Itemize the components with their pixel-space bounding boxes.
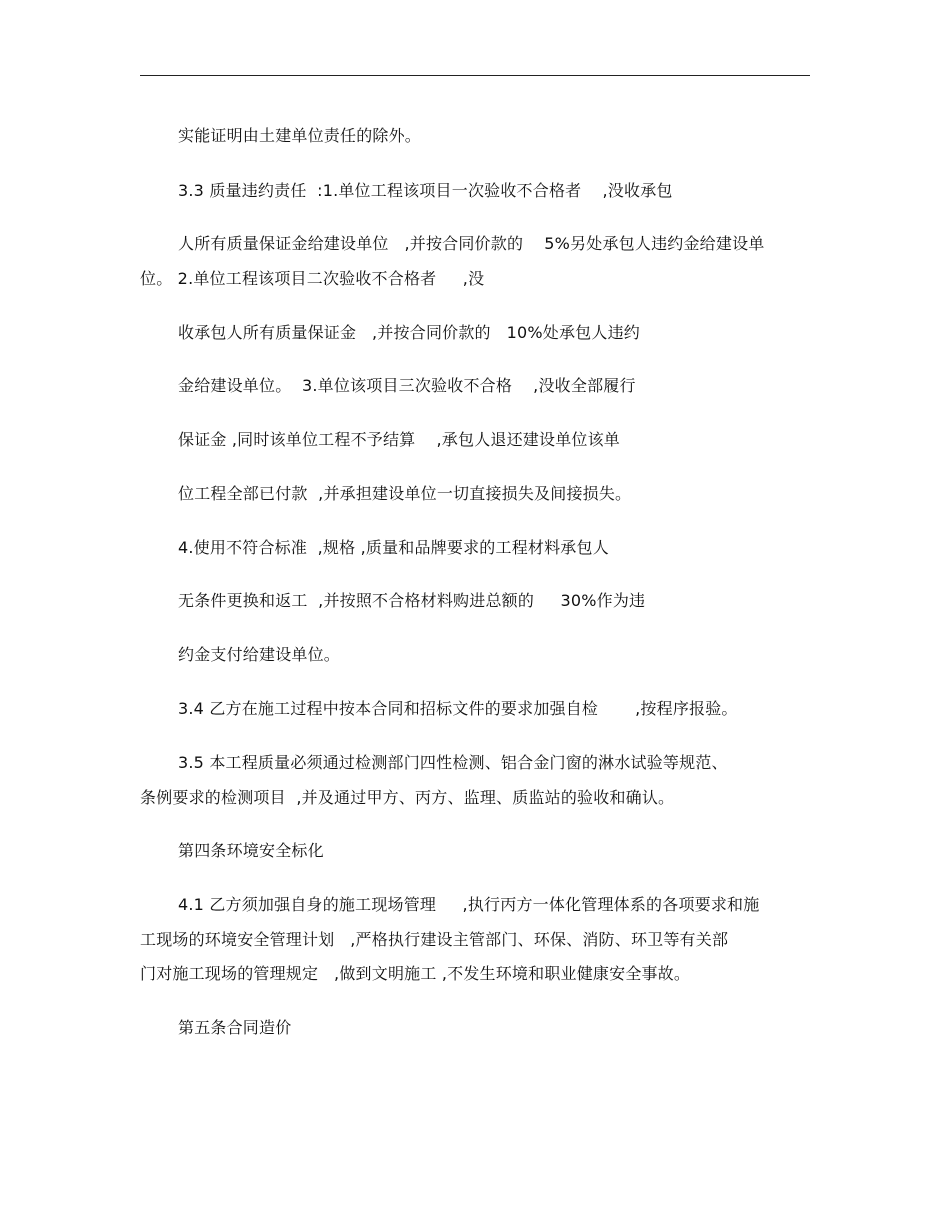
text-line: 工现场的环境安全管理计划 ,严格执行建设主管部门、环保、消防、环卫等有关部 [140, 930, 729, 949]
section-heading: 第五条合同造价 [178, 1018, 292, 1037]
text-line: 门对施工现场的管理规定 ,做到文明施工 ,不发生环境和职业健康安全事故。 [140, 964, 691, 983]
text-line: 条例要求的检测项目 ,并及通过甲方、丙方、监理、质监站的验收和确认。 [140, 788, 675, 807]
text-line: 人所有质量保证金给建设单位 ,并按合同价款的 5%另处承包人违约金给建设单 [178, 234, 765, 253]
header-rule [140, 75, 810, 76]
text-line: 3.5 本工程质量必须通过检测部门四性检测、铝合金门窗的淋水试验等规范、 [178, 753, 728, 772]
text-line: 3.4 乙方在施工过程中按本合同和招标文件的要求加强自检 ,按程序报验。 [178, 699, 738, 718]
text-line: 实能证明由土建单位责任的除外。 [178, 126, 422, 145]
text-line: 收承包人所有质量保证金 ,并按合同价款的 10%处承包人违约 [178, 323, 640, 342]
text-line: 4.1 乙方须加强自身的施工现场管理 ,执行丙方一体化管理体系的各项要求和施 [178, 895, 760, 914]
text-line: 位工程全部已付款 ,并承担建设单位一切直接损失及间接损失。 [178, 484, 632, 503]
text-line: 保证金 ,同时该单位工程不予结算 ,承包人退还建设单位该单 [178, 430, 621, 449]
text-line: 金给建设单位。 3.单位该项目三次验收不合格 ,没收全部履行 [178, 376, 636, 395]
text-line: 位。 2.单位工程该项目二次验收不合格者 ,没 [140, 269, 485, 288]
text-line: 3.3 质量违约责任 :1.单位工程该项目一次验收不合格者 ,没收承包 [178, 181, 673, 200]
text-line: 约金支付给建设单位。 [178, 645, 341, 664]
text-line: 无条件更换和返工 ,并按照不合格材料购进总额的 30%作为违 [178, 591, 646, 610]
section-heading: 第四条环境安全标化 [178, 841, 324, 860]
text-line: 4.使用不符合标准 ,规格 ,质量和品牌要求的工程材料承包人 [178, 538, 609, 557]
